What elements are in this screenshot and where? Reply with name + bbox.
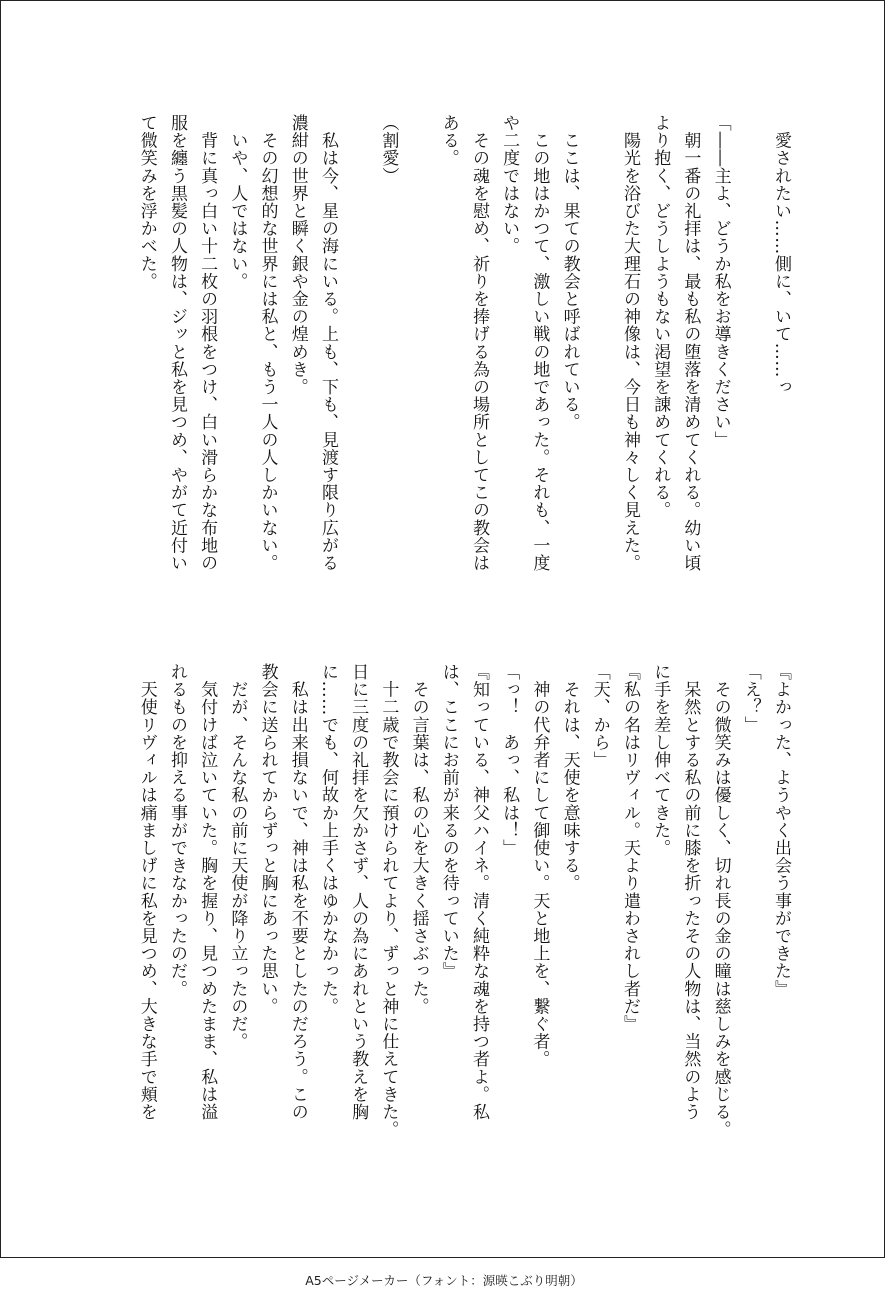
text-block-lower [132,663,796,1163]
text-line: だが、そんな私の前に天使が降り立ったのだ。 [227,663,248,1051]
text-line: いや、人ではない。 [227,114,248,290]
text-line: 私は今、星の海にいる。上も、下も、見渡す限り広がる [317,114,338,572]
text-line: は、ここにお前が来るのを待っていた』 [438,663,459,980]
text-line: 『私の名はリヴィル。天より遣わされし者だ』 [619,663,640,1033]
text-line: 天使リヴィルは痛ましげに私を見つめ、大きな手で頬を [136,663,157,1121]
text-line: より抱く、どうしようもない渇望を諌めてくれる。 [650,114,671,519]
text-line: 「――主よ、どうか私をお導きください」 [710,114,731,449]
text-block-upper [132,114,796,614]
text-line: （割愛） [378,114,399,185]
text-line: 日に三度の礼拝を欠かさず、人の為にあれという教えを胸 [348,663,369,1121]
footer-caption: A5ページメーカー（フォント：源暎こぶり明朝） [305,1273,583,1288]
text-line: 陽光を浴びた大理石の神像は、今日も神々しく見えた。 [619,114,640,572]
text-line: 「天、から」 [589,663,610,769]
text-line: 濃紺の世界と瞬く銀や金の煌めき。 [287,114,308,396]
text-line: 朝一番の礼拝は、最も私の堕落を清めてくれる。幼い頃 [680,114,701,572]
text-line: 『よかった、ようやく出会う事ができた』 [771,663,791,998]
text-line [403,114,433,614]
text-line: 服を纏う黒髪の人物は、ジッと私を見つめ、やがて近付い [166,114,187,572]
text-line: その微笑みは優しく、切れ長の金の瞳は慈しみを感じる。 [710,663,731,1139]
text-line: ある。 [438,114,459,167]
text-line: ここは、果ての教会と呼ばれている。 [559,114,580,431]
text-line: それは、天使を意味する。 [559,663,580,892]
text-line: 背に真っ白い十二枚の羽根をつけ、白い滑らかな布地の [197,114,218,572]
text-line: 愛されたい……側に、いて……っ [771,114,791,396]
text-line: 私は出来損ないで、神は私を不要としたのだろう。この [287,663,308,1121]
text-line: や二度ではない。 [499,114,520,255]
text-line: て微笑みを浮かべた。 [136,114,157,290]
text-line [343,114,373,614]
text-line: 十二歳で教会に預けられてより、ずっと神に仕えてきた。 [378,663,399,1139]
text-line: 「っ！ あっ、私は！」 [499,663,520,857]
text-line: れるものを抑える事ができなかったのだ。 [166,663,187,998]
text-line [585,114,615,614]
text-line: この地はかつて、激しい戦の地であった。それも、一度 [529,114,550,572]
text-line: 呆然とする私の前に膝を折ったその人物は、当然のよう [680,663,701,1121]
text-line: 教会に送られてからずっと胸にあった思い。 [257,663,278,1015]
text-line: その魂を慰め、祈りを捧げる為の場所としてこの教会は [468,114,489,572]
text-line: その幻想的な世界には私と、もう一人の人しかいない。 [257,114,278,572]
text-line: 「え？」 [740,663,761,734]
text-line: に……でも、何故か上手くはゆかなかった。 [317,663,338,1015]
text-line [736,114,766,614]
text-line: 『知っている、神父ハイネ。清く純粋な魂を持つ者よ。私 [468,663,489,1121]
text-line: その言葉は、私の心を大きく揺さぶった。 [408,663,429,1015]
text-line: 気付けば泣いていた。胸を握り、見つめたまま、私は溢 [197,663,218,1121]
text-line: に手を差し伸べてきた。 [650,663,671,857]
text-line: 神の代弁者にして御使い。天と地上を、繋ぐ者。 [529,663,550,1068]
